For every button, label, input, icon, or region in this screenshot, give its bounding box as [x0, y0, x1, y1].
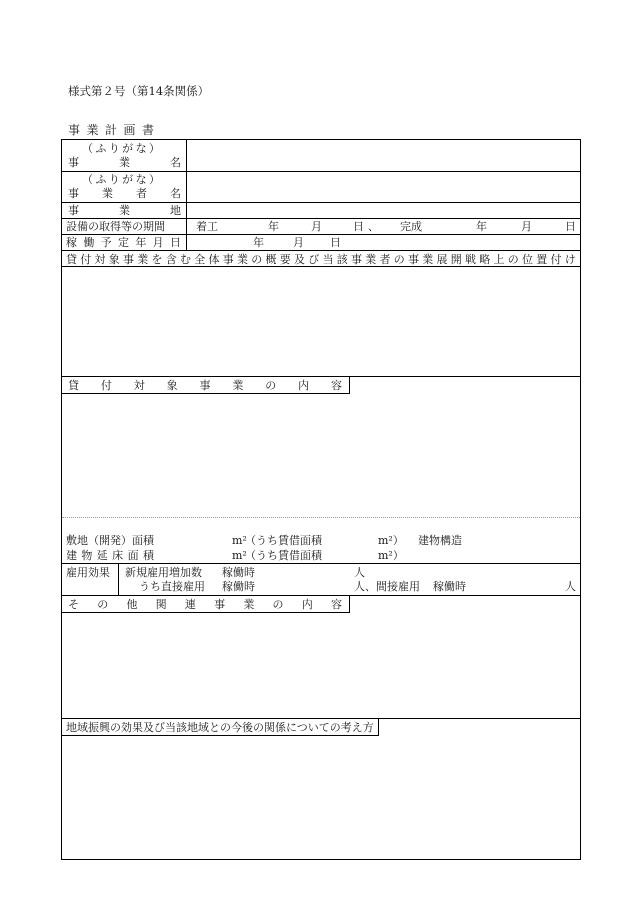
kado-day: 日: [330, 236, 341, 249]
uchi-chokusetsu-label: うち直接雇用: [139, 580, 205, 593]
row-divider: [61, 202, 581, 203]
shinki-label: 新規雇用増加数: [125, 566, 202, 579]
row-divider: [61, 250, 581, 251]
setsubi-label: 設備の取得等の期間: [66, 220, 165, 233]
kadoji-label: 稼働時: [433, 580, 466, 593]
chakko-day: 日: [353, 220, 364, 233]
title-char: 計: [104, 123, 117, 137]
koyo-label: 雇用効果: [66, 566, 110, 579]
date-separator: 、: [368, 220, 379, 233]
form-number: 様式第２号（第14条関係）: [68, 84, 210, 98]
document-title: [68, 124, 154, 136]
title-char: 事: [68, 123, 81, 137]
furigana-label: （ ふ り が な ）: [82, 142, 160, 155]
kanryo-label: 完成: [400, 220, 422, 233]
dotted-divider: [62, 517, 580, 518]
kadoji-label: 稼働時: [222, 566, 255, 579]
other-label: そ の 他 関 連 事 業 の 内 容: [68, 598, 342, 611]
m2-unit: m²: [232, 549, 247, 562]
row-divider: [61, 218, 581, 219]
nobeyuka-label: 建 物 延 床 面 積: [66, 549, 154, 562]
row-divider: [61, 171, 581, 172]
jigyochi-label: 事 業 地: [68, 204, 181, 217]
shikichi-label: 敷地（開発）面積: [66, 534, 154, 547]
kanryo-day: 日: [565, 220, 576, 233]
row-divider: [61, 266, 581, 267]
uchi-chintai: （うち賃借面積: [245, 534, 322, 547]
kanryo-month: 月: [521, 220, 532, 233]
row-divider: [61, 563, 581, 564]
jigyo-mei-label: 事 業 名: [68, 156, 181, 169]
m2-unit-close: m²）: [378, 549, 404, 562]
chakko-year: 年: [268, 220, 279, 233]
loan-label: 貸 付 対 象 事 業 の 内 容: [68, 379, 342, 392]
furigana-label: （ ふ り が な ）: [82, 173, 160, 186]
jigyosha-mei-label: 事 業 者 名: [68, 187, 181, 200]
kado-year: 年: [253, 236, 264, 249]
kenbutsu-label: 建物構造: [418, 534, 462, 547]
nin-unit: 人: [565, 580, 576, 593]
col-divider: [118, 563, 119, 596]
m2-unit: m²: [232, 534, 247, 547]
kado-label: 稼 働 予 定 年 月 日: [66, 236, 181, 249]
uchi-chintai: （うち賃借面積: [245, 549, 322, 562]
title-char: 書: [141, 123, 154, 137]
title-char: 画: [123, 123, 136, 137]
region-label: 地域振興の効果及び当該地域との今後の関係についての考え方: [66, 721, 374, 734]
overview-label: 貸 付 対 象 事 業 を 含 む 全 体 事 業 の 概 要 及 び 当 該 事 業 者 の 事 業 展 開 戦 略 上 の 位 置 付 け: [66, 253, 576, 266]
col-divider: [186, 139, 187, 251]
nin-kansetsu: 人、間接雇用: [354, 580, 420, 593]
kadoji-label: 稼働時: [222, 580, 255, 593]
kanryo-year: 年: [476, 220, 487, 233]
row-divider: [61, 234, 581, 235]
chakko-month: 月: [311, 220, 322, 233]
chakko-label: 着工: [196, 220, 218, 233]
nin-unit: 人: [354, 566, 365, 579]
title-char: 業: [86, 123, 99, 137]
m2-unit-close: m²）: [378, 534, 404, 547]
kado-month: 月: [293, 236, 304, 249]
